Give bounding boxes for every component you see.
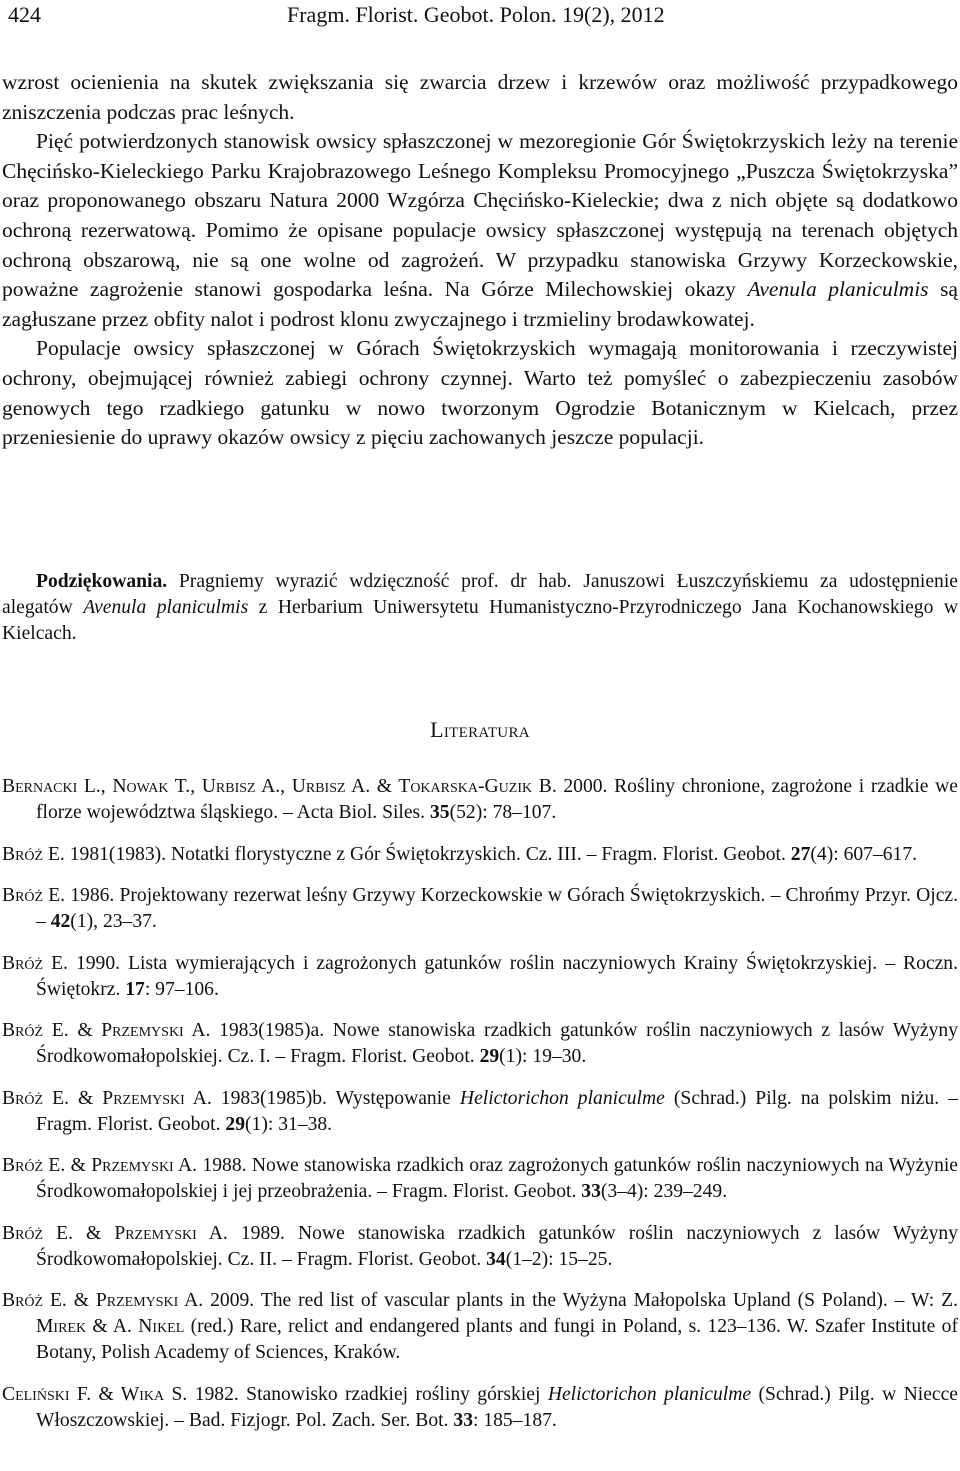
reference: Bróż E. & Przemyski A. 2009. The red list of vascular plants in the Wyżyna Małopolska Upland (S Poland). – W: Z. Mirek & A. Nikel (red.) Rare, relict and endangered plants and fungi in Poland, s. 123–136. W. Szafer Institute of Botany, Polish Academy of Sciences, Kraków.	[2, 1290, 958, 1363]
reference: Celiński F. & Wika S. 1982. Stanowisko rzadkiej rośliny górskiej Helictorichon planiculme (Schrad.) Pilg. w Niecce Włoszczowskiej. – Bad. Fizjogr. Pol. Zach. Ser. Bot. 33: 185–187.	[2, 1383, 958, 1431]
section-heading: Literatura	[430, 717, 530, 742]
reference-authors: Bróż E. & Przemyski A.	[2, 1020, 211, 1041]
reference: Bróż E. 1981(1983). Notatki florystyczne z Gór Świętokrzyskich. Cz. III. – Fragm. Florist. Geobot. 27(4): 607–617.	[2, 843, 918, 865]
reference-authors: Bróż E.	[2, 885, 66, 906]
acknowledgement-paragraph: Podziękowania. Pragniemy wyrazić wdzięczność prof. dr hab. Januszowi Łuszczyńskiemu za udostępnienie alegatów Avenula planiculmis z Herbarium Uniwersytetu Humanistyczno-Przyrodniczego Jana Kochanowskiego w Kielcach.	[2, 571, 959, 644]
paragraph: Pięć potwierdzonych stanowisk owsicy spłaszczonej w mezoregionie Gór Świętokrzyskich leży na terenie Chęcińsko-Kieleckiego Parku Krajobrazowego Leśnego Kompleksu Promocyjnego „Puszcza Świętokrzyska” oraz proponowanego obszaru Natura 2000 Wzgórza Chęcińsko-Kieleckie; dwa z nich objęte są dodatkowo ochroną rezerwatową. Pomimo że opisane populacje owsicy spłaszczonej występują na terenach objętych ochroną obszarową, nie są one wolne od zagrożeń. W przypadku stanowiska Grzywy Korzeckowskie, poważne zagrożenie stanowi gospodarka leśna. Na Górze Milechowskiej okazy Avenula planiculmis są zagłuszane przez obfity nalot i podrost klonu zwyczajnego i trzmieliny brodawkowatej.	[2, 129, 958, 331]
reference-authors: Bróż E.	[2, 843, 65, 865]
body-text	[2, 68, 958, 453]
species-name: Helictorichon planiculme	[459, 1087, 665, 1109]
reference-authors: Bróż E. & Przemyski A.	[2, 1155, 198, 1176]
paragraph: wzrost ocienienia na skutek zwiększania się zwarcia drzew i krzewów oraz możliwość przypadkowego zniszczenia podczas prac leśnych.	[2, 70, 958, 124]
paragraph: Populacje owsicy spłaszczonej w Górach Świętokrzyskich wymagają monitorowania i rzeczywistej ochrony, obejmującej również zabiegi ochrony czynnej. Warto też pomyśleć o zabezpieczeniu zasobów genowych tego rzadkiego gatunku w nowo tworzonym Ogrodzie Botanicznym w Kielcach, przez przeniesienie do uprawy okazów owsicy z pięciu zachowanych jeszcze populacji.	[2, 336, 958, 450]
reference-list	[2, 774, 958, 1449]
reference: Bernacki L., Nowak T., Urbisz A., Urbisz A. & Tokarska-Guzik B. 2000. Rośliny chronione, zagrożone i rzadkie we florze województwa śląskiego. – Acta Biol. Siles. 35(52): 78–107.	[2, 776, 958, 823]
reference: Bróż E. & Przemyski A. 1983(1985)b. Występowanie Helictorichon planiculme (Schrad.) Pilg. na polskim niżu. – Fragm. Florist. Geobot. 29(1): 31–38.	[2, 1087, 959, 1135]
reference-authors: Celiński F. & Wika S.	[2, 1383, 188, 1405]
reference-authors: Bróż E.	[2, 952, 68, 974]
reference: Bróż E. 1990. Lista wymierających i zagrożonych gatunków roślin naczyniowych Krainy Świętokrzyskiej. – Roczn. Świętokrz. 17: 97–106.	[2, 952, 958, 1000]
page-number: 424	[8, 2, 41, 27]
acknowledgement	[2, 569, 958, 647]
species-name: Helictorichon planiculme	[547, 1383, 752, 1405]
running-head: Fragm. Florist. Geobot. Polon. 19(2), 2012	[287, 2, 665, 27]
acknowledgement-label: Podziękowania.	[36, 571, 168, 592]
reference-authors: Bernacki L., Nowak T., Urbisz A., Urbisz A. & Tokarska-Guzik B.	[2, 776, 557, 797]
reference: Bróż E. & Przemyski A. 1989. Nowe stanowiska rzadkich gatunków roślin naczyniowych z lasów Wyżyny Środkowomałopolskiej. Cz. II. – Fragm. Florist. Geobot. 34(1–2): 15–25.	[2, 1222, 958, 1270]
reference-authors: Bróż E. & Przemyski A.	[2, 1290, 204, 1311]
species-name: Avenula planiculmis	[747, 277, 929, 302]
reference-authors: Bróż E. & Przemyski A.	[2, 1222, 228, 1244]
reference: Bróż E. & Przemyski A. 1983(1985)a. Nowe stanowiska rzadkich gatunków roślin naczyniowych z lasów Wyżyny Środkowomałopolskiej. Cz. I. – Fragm. Florist. Geobot. 29(1): 19–30.	[2, 1020, 958, 1067]
reference-editors: Mirek & A. Nikel	[36, 1316, 185, 1337]
reference: Bróż E. 1986. Projektowany rezerwat leśny Grzywy Korzeckowskie w Górach Świętokrzyskich. – Chrońmy Przyr. Ojcz. – 42(1), 23–37.	[2, 885, 958, 932]
species-name: Avenula planiculmis	[83, 597, 249, 618]
reference-authors: Bróż E. & Przemyski A.	[2, 1087, 212, 1109]
reference: Bróż E. & Przemyski A. 1988. Nowe stanowiska rzadkich oraz zagrożonych gatunków roślin naczyniowych na Wyżynie Środkowomałopolskiej i jej przeobrażenia. – Fragm. Florist. Geobot. 33(3–4): 239–249.	[2, 1155, 959, 1202]
